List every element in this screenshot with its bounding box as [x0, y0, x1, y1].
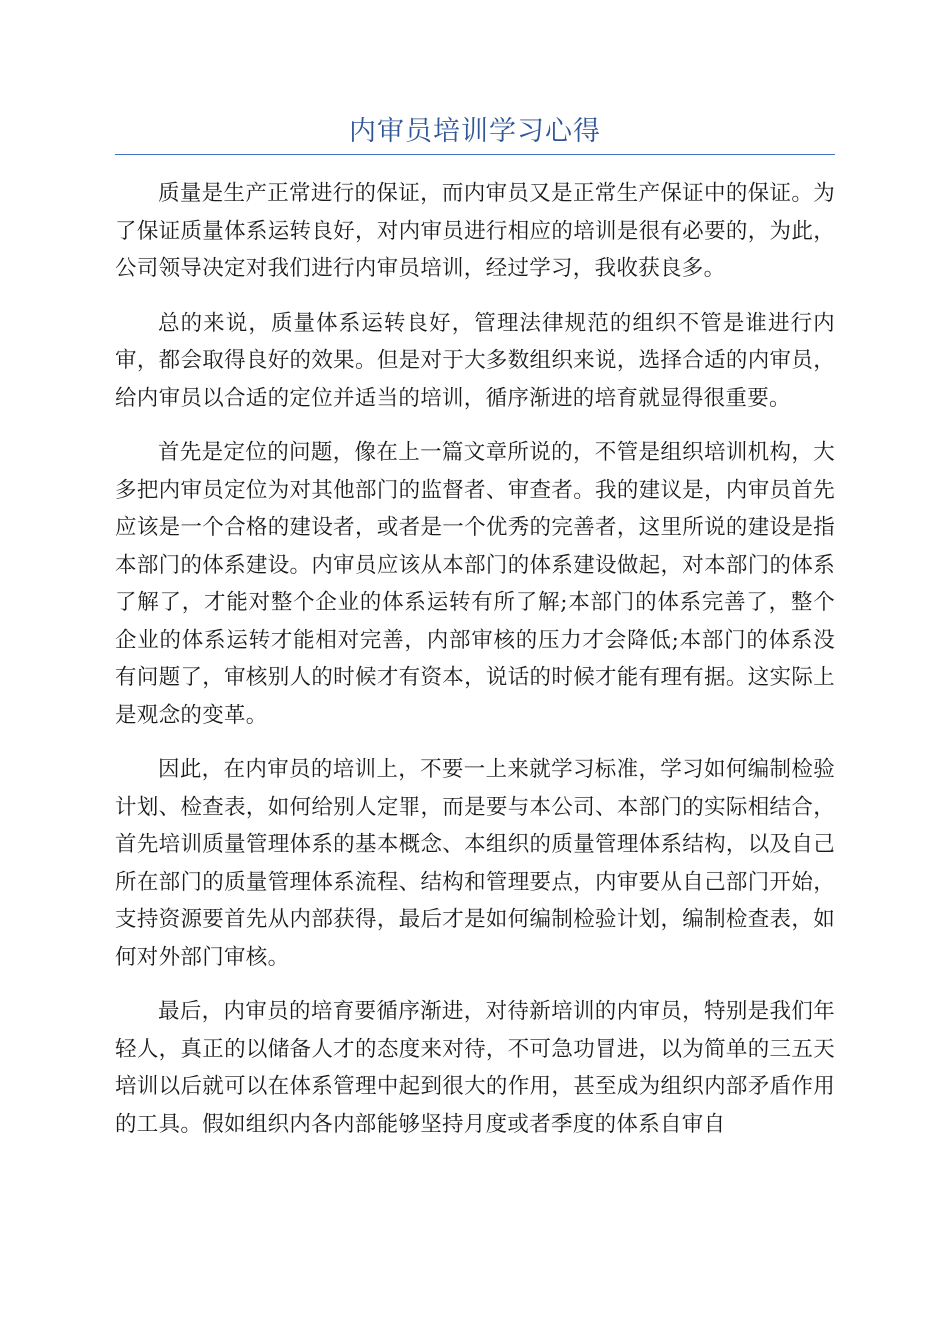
document-title: 内审员培训学习心得	[349, 116, 601, 147]
paragraph-5: 最后，内审员的培育要循序渐进，对待新培训的内审员，特别是我们年轻人，真正的以储备人才的态度来对待，不可急功冒进，以为简单的三五天培训以后就可以在体系管理中起到很大的作用，甚至成为组织内部矛盾作用的工具。假如组织内各内部能够坚持月度或者季度的体系自审自	[115, 999, 835, 1137]
title-underline	[115, 154, 835, 155]
paragraph-3: 首先是定位的问题，像在上一篇文章所说的，不管是组织培训机构，大多把内审员定位为对其他部门的监督者、审查者。我的建议是，内审员首先应该是一个合格的建设者，或者是一个优秀的完善者，这里所说的建设是指本部门的体系建设。内审员应该从本部门的体系建设做起，对本部门的体系了解了，才能对整个企业的体系运转有所了解;本部门的体系完善了，整个企业的体系运转才能相对完善，内部审核的压力才会降低;本部门的体系没有问题了，审核别人的时候才有资本，说话的时候才能有理有据。这实际上是观念的变革。	[115, 440, 835, 728]
document-body	[115, 175, 835, 1160]
paragraph-4: 因此，在内审员的培训上，不要一上来就学习标准，学习如何编制检验计划、检查表，如何给别人定罪，而是要与本公司、本部门的实际相结合，首先培训质量管理体系的基本概念、本组织的质量管理体系结构，以及自己所在部门的质量管理体系流程、结构和管理要点，内审要从自己部门开始，支持资源要首先从内部获得，最后才是如何编制检验计划，编制检查表，如何对外部门审核。	[115, 757, 835, 970]
paragraph-1: 质量是生产正常进行的保证，而内审员又是正常生产保证中的保证。为了保证质量体系运转良好，对内审员进行相应的培训是很有必要的，为此，公司领导决定对我们进行内审员培训，经过学习，我收获良多。	[115, 181, 835, 281]
paragraph-2: 总的来说，质量体系运转良好，管理法律规范的组织不管是谁进行内审，都会取得良好的效果。但是对于大多数组织来说，选择合适的内审员，给内审员以合适的定位并适当的培训，循序渐进的培育就显得很重要。	[115, 310, 835, 411]
